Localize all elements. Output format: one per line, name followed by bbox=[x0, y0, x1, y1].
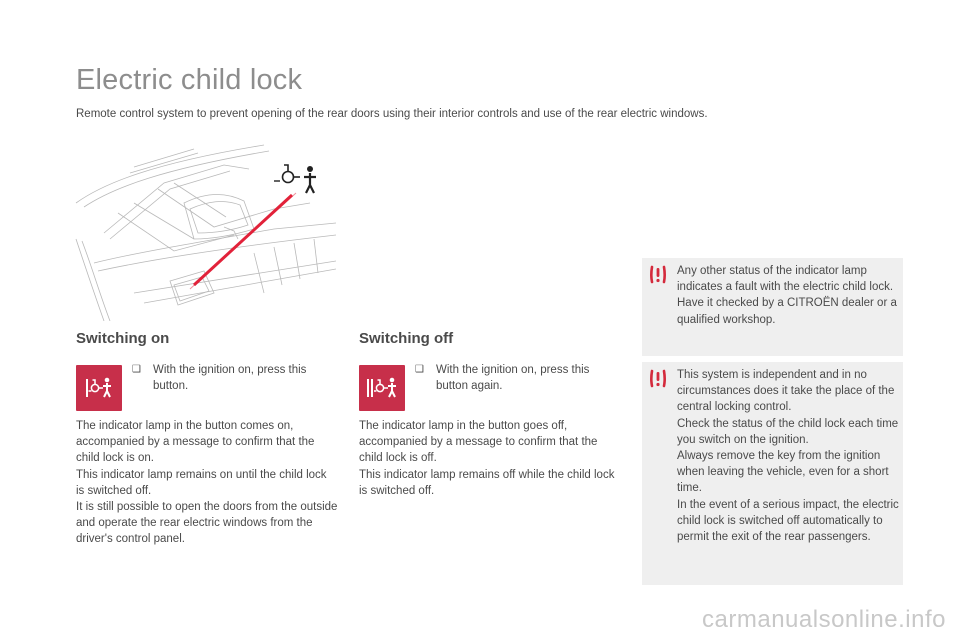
warning-paragraph: Check the status of the child lock each time you switch on the ignition. bbox=[677, 417, 899, 446]
warning-paragraph: Always remove the key from the ignition when leaving the vehicle, even for a short time. bbox=[677, 450, 889, 495]
child-lock-button-icon bbox=[76, 365, 122, 411]
switching-on-description bbox=[76, 418, 338, 548]
warning-paragraph: Have it checked by a CITROËN dealer or a qualified workshop. bbox=[677, 297, 897, 326]
paragraph: This indicator lamp remains off while the child lock is switched off. bbox=[359, 468, 615, 497]
watermark: carmanualsonline.info bbox=[702, 606, 946, 633]
switching-off-step bbox=[415, 362, 615, 394]
step-text: With the ignition on, press this button again. bbox=[436, 364, 590, 392]
page-title: Electric child lock bbox=[76, 64, 303, 96]
warning-paragraph: Any other status of the indicator lamp indicates a fault with the electric child lock. bbox=[677, 265, 894, 294]
paragraph: The indicator lamp in the button goes off, accompanied by a message to confirm that the child lock is off. bbox=[359, 420, 598, 465]
warning-paragraph: In the event of a serious impact, the electric child lock is switched off automatically to permit the exit of the rear passengers. bbox=[677, 498, 899, 544]
intro-text: Remote control system to prevent opening of the rear doors using their interior controls and use of the rear electric windows. bbox=[76, 108, 708, 120]
step-marker-icon: ❑ bbox=[415, 364, 424, 375]
paragraph: This indicator lamp remains on until the child lock is switched off. bbox=[76, 468, 327, 497]
step-marker-icon: ❑ bbox=[132, 364, 141, 375]
warning-paragraph: This system is independent and in no circumstances does it take the place of the central locking control. bbox=[677, 369, 895, 414]
paragraph: It is still possible to open the doors from the outside and operate the rear electric windows from the driver's control panel. bbox=[76, 501, 338, 546]
warning-box-independent bbox=[642, 362, 903, 585]
switching-on-heading: Switching on bbox=[76, 330, 170, 347]
child-lock-symbol bbox=[274, 165, 316, 193]
step-text: With the ignition on, press this button. bbox=[153, 364, 307, 392]
paragraph: The indicator lamp in the button comes on, accompanied by a message to confirm that the child lock is on. bbox=[76, 420, 315, 465]
warning-box-fault bbox=[642, 258, 903, 356]
switching-on-step bbox=[132, 362, 332, 394]
exclamation-icon bbox=[648, 369, 668, 389]
door-control-illustration bbox=[74, 143, 336, 321]
exclamation-icon bbox=[648, 265, 668, 285]
switching-off-description bbox=[359, 418, 621, 499]
child-lock-button-icon bbox=[359, 365, 405, 411]
switching-off-heading: Switching off bbox=[359, 330, 454, 347]
